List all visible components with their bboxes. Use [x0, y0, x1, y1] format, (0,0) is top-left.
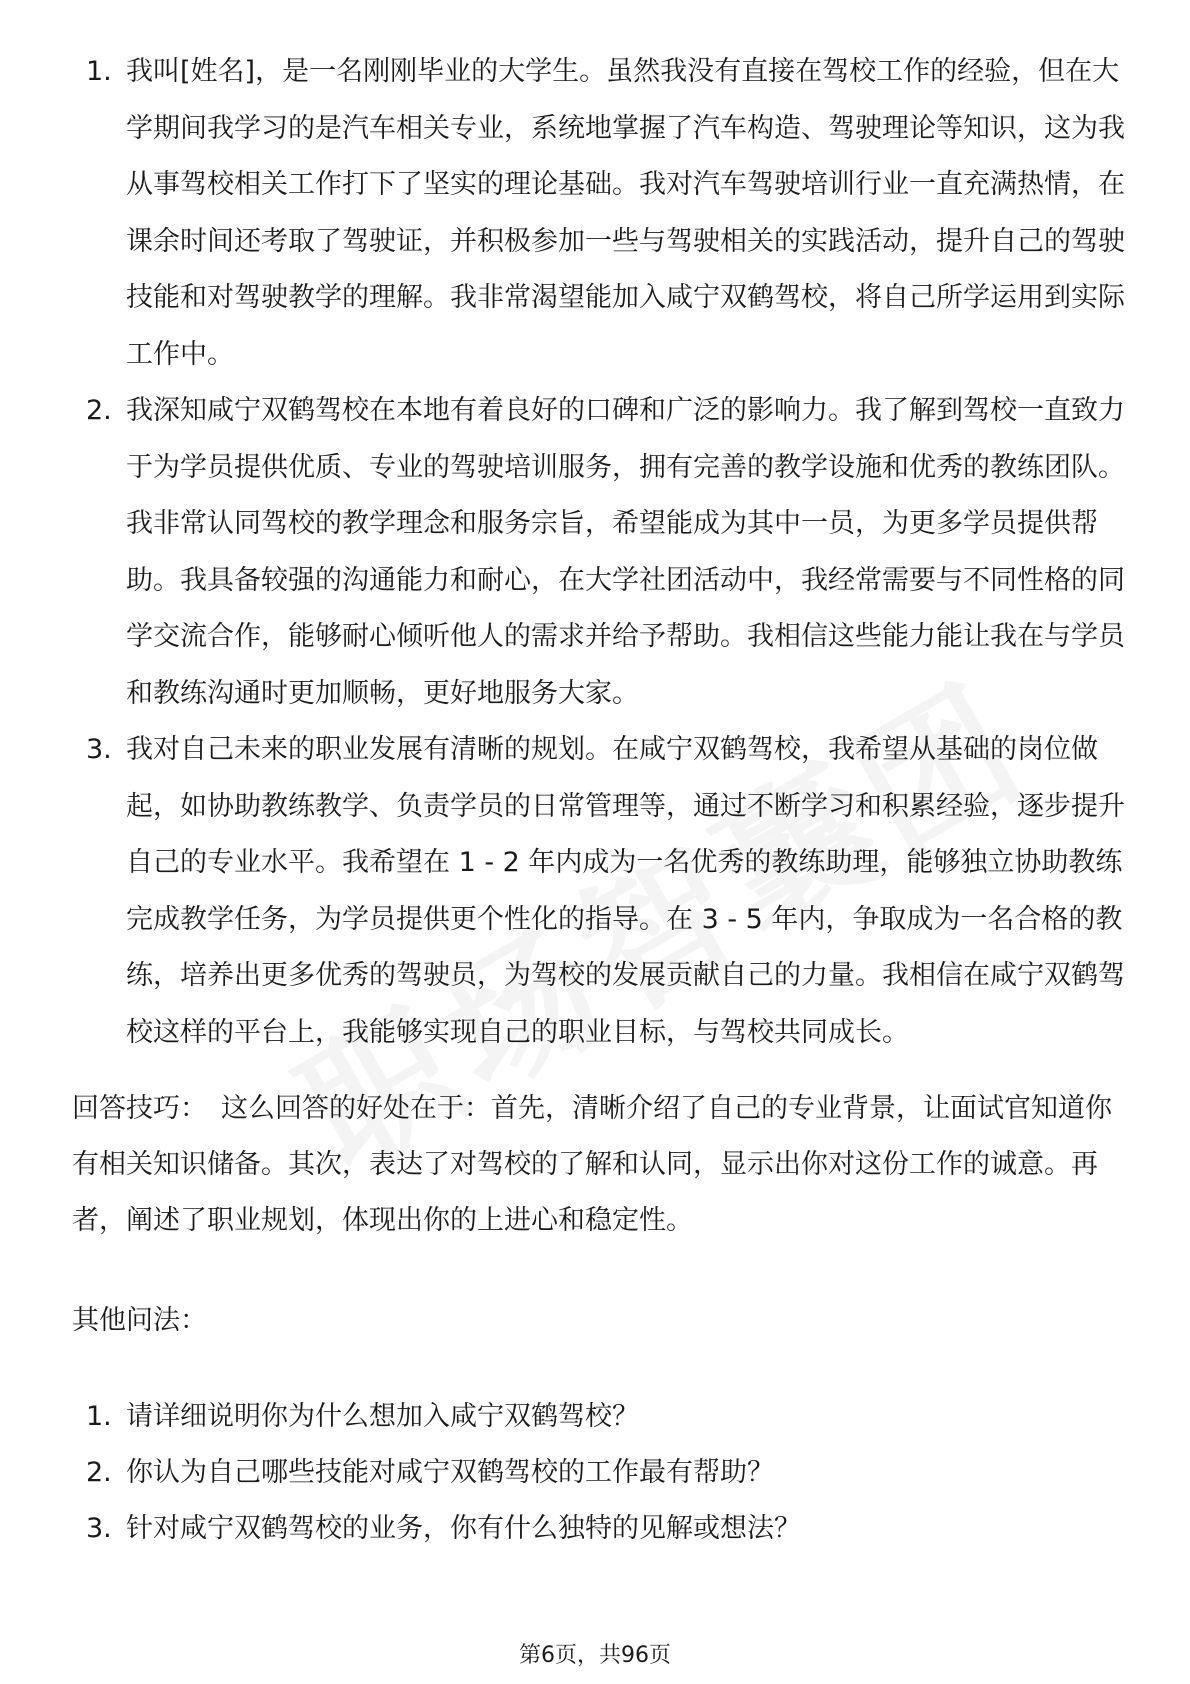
list-item: [72, 722, 1132, 1061]
list-item-text: 我深知咸宁双鹤驾校在本地有着良好的口碑和广泛的影响力。我了解到驾校一直致力于为学员提供优质、专业的驾驶培训服务，拥有完善的教学设施和优秀的教练团队。我非常认同驾校的教学理念和服务宗旨，希望能成为其中一员，为更多学员提供帮助。我具备较强的沟通能力和耐心，在大学社团活动中，我经常需要与不同性格的同学交流合作，能够耐心倾听他人的需求并给予帮助。我相信这些能力能让我在与学员和教练沟通时更加顺畅，更好地服务大家。: [126, 395, 1125, 709]
list-item-number: 3.: [86, 734, 112, 765]
list-item-text: 请详细说明你为什么想加入咸宁双鹤驾校？: [126, 1401, 639, 1432]
list-item-text: 我叫[姓名]，是一名刚刚毕业的大学生。虽然我没有直接在驾校工作的经验，但在大学期间我学习的是汽车相关专业，系统地掌握了汽车构造、驾驶理论等知识，这为我从事驾校相关工作打下了坚实的理论基础。我对汽车驾驶培训行业一直充满热情，在课余时间还考取了驾驶证，并积极参加一些与驾驶相关的实践活动，提升自己的驾驶技能和对驾驶教学的理解。我非常渴望能加入咸宁双鹤驾校，将自己所学运用到实际工作中。: [126, 56, 1125, 370]
other-questions-list: [72, 1389, 1132, 1557]
list-item-number: 2.: [86, 1457, 112, 1488]
list-item: [72, 1389, 1132, 1445]
list-item: [72, 44, 1132, 383]
list-item-text: 你认为自己哪些技能对咸宁双鹤驾校的工作最有帮助？: [126, 1457, 774, 1488]
tips-label: 回答技巧：: [72, 1093, 207, 1124]
list-item-number: 1.: [86, 1401, 112, 1432]
answer-tips-paragraph: [72, 1081, 1132, 1249]
tips-text: 这么回答的好处在于：首先，清晰介绍了自己的专业背景，让面试官知道你有相关知识储备。其次，表达了对驾校的了解和认同，显示出你对这份工作的诚意。再者，阐述了职业规划，体现出你的上进心和稳定性。: [72, 1093, 1112, 1236]
answer-list: [72, 44, 1132, 1061]
list-item-text: 针对咸宁双鹤驾校的业务，你有什么独特的见解或想法？: [126, 1513, 801, 1544]
list-item-number: 2.: [86, 395, 112, 426]
list-item-text: 我对自己未来的职业发展有清晰的规划。在咸宁双鹤驾校，我希望从基础的岗位做起，如协助教练教学、负责学员的日常管理等，通过不断学习和积累经验，逐步提升自己的专业水平。我希望在 1 - 2 年内成为一名优秀的教练助理，能够独立协助教练完成教学任务，为学员提供更个性化的指导。在 3 - 5 年内，争取成为一名合格的教练，培养出更多优秀的驾驶员，为驾校的发展贡献自己的力量。我相信在咸宁双鹤驾校这样的平台上，我能够实现自己的职业目标，与驾校共同成长。: [126, 734, 1125, 1048]
list-item: [72, 1445, 1132, 1501]
page-footer: 第6页，共96页: [519, 1643, 671, 1668]
list-item: [72, 383, 1132, 722]
list-item-number: 3.: [86, 1513, 112, 1544]
page-content: [72, 44, 1132, 1557]
list-item: [72, 1501, 1132, 1557]
list-item-number: 1.: [86, 56, 112, 87]
other-questions-heading: 其他问法：: [72, 1305, 207, 1336]
